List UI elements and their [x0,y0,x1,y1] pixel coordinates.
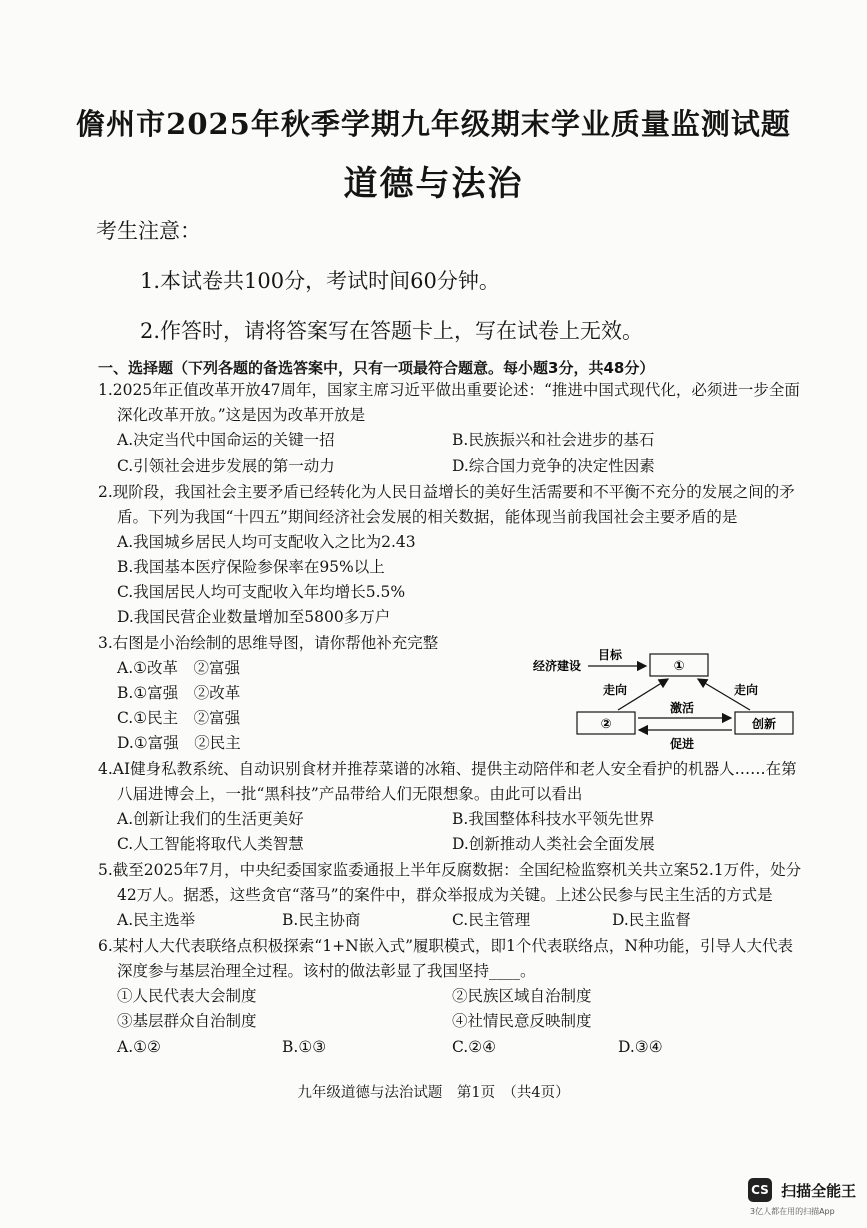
question-5-stem-cont: 42万人。据悉，这些贪官“落马”的案件中，群众举报成为关键。上述公民参与民主生活的方式是 [117,886,773,904]
question-1-option-a: A.决定当代中国命运的关键一招 [117,431,335,449]
question-5-option-c: C.民主管理 [452,911,531,929]
question-1-stem-cont: 深化改革开放。”这是因为改革开放是 [117,406,366,424]
label-toward-right: 走向 [734,683,759,697]
question-4-option-d: D.创新推动人类社会全面发展 [452,835,655,853]
question-6-item-3: ③基层群众自治制度 [117,1012,257,1030]
question-6-item-1: ①人民代表大会制度 [117,987,257,1005]
box-innovate-label: 创新 [751,717,777,731]
question-5-option-d: D.民主监督 [612,911,691,929]
question-3-option-b: B.①富强 ②改革 [117,684,241,702]
box-1-label: ① [673,659,685,674]
camscanner-logo-icon: CS [748,1178,772,1202]
question-2-option-a: A.我国城乡居民人均可支配收入之比为2.43 [117,533,416,551]
question-2-option-b: B.我国基本医疗保险参保率在95%以上 [117,558,385,576]
question-6-option-d: D.③④ [618,1038,663,1056]
notice-heading: 考生注意： [96,219,201,243]
question-2-stem-cont: 盾。下列为我国“十四五”期间经济社会发展的相关数据，能体现当前我国社会主要矛盾的是 [117,508,738,526]
scanner-tagline: 3亿人都在用的扫描App [750,1207,835,1216]
question-2-stem: 2.现阶段，我国社会主要矛盾已经转化为人民日益增长的美好生活需要和不平衡不充分的发展之间的矛 [98,483,795,501]
question-5-stem: 5.截至2025年7月，中央纪委国家监委通报上半年反腐数据：全国纪检监察机关共立案52.1万件，处分 [98,861,802,879]
label-economy: 经济建设 [533,659,582,673]
notice-item: 2.作答时，请将答案写在答题卡上，写在试卷上无效。 [140,319,644,343]
question-6-item-4: ④社情民意反映制度 [452,1012,592,1030]
label-toward-left: 走向 [603,683,628,697]
question-4-stem-cont: 八届进博会上，一批“黑科技”产品带给人们无限想象。由此可以看出 [117,785,583,803]
question-4-option-b: B.我国整体科技水平领先世界 [452,810,655,828]
question-3-option-c: C.①民主 ②富强 [117,709,241,727]
question-6-option-a: A.①② [117,1038,161,1056]
question-1-option-d: D.综合国力竞争的决定性因素 [452,457,655,475]
question-4-option-a: A.创新让我们的生活更美好 [117,810,304,828]
question-3-option-a: A.①改革 ②富强 [117,659,241,677]
mind-map-diagram [530,642,810,757]
label-promote: 促进 [670,737,695,751]
question-3-stem: 3.右图是小治绘制的思维导图，请你帮他补充完整 [98,634,439,652]
question-1-option-b: B.民族振兴和社会进步的基石 [452,431,655,449]
question-5-option-a: A.民主选举 [117,911,196,929]
question-6-option-b: B.①③ [282,1038,327,1056]
notice-item: 1.本试卷共100分，考试时间60分钟。 [140,269,500,293]
exam-title: 儋州市2025年秋季学期九年级期末学业质量监测试题 [76,107,791,141]
question-5-option-b: B.民主协商 [282,911,361,929]
question-1-option-c: C.引领社会进步发展的第一动力 [117,457,335,475]
question-6-stem: 6.某村人大代表联络点积极探索“1+N嵌入式”履职模式，即1个代表联络点，N种功能，引导人大代表 [98,937,793,955]
scanner-watermark [748,1178,856,1202]
question-3-option-d: D.①富强 ②民主 [117,734,241,752]
question-1-stem: 1.2025年正值改革开放47周年，国家主席习近平做出重要论述：“推进中国式现代化，必须进一步全面 [98,381,800,399]
label-goal: 目标 [598,648,623,662]
question-6-item-2: ②民族区域自治制度 [452,987,592,1005]
section-heading: 一、选择题（下列各题的备选答案中，只有一项最符合题意。每小题3分，共48分） [98,359,655,377]
box-2-label: ② [600,717,612,732]
question-2-option-d: D.我国民营企业数量增加至5800多万户 [117,608,391,626]
question-4-stem: 4.AI健身私教系统、自动识别食材并推荐菜谱的冰箱、提供主动陪伴和老人安全看护的机器人……在第 [98,760,797,778]
question-6-option-c: C.②④ [452,1038,497,1056]
page-footer: 九年级道德与法治试题 第1页 （共4页） [297,1085,570,1101]
label-stimulate: 激活 [670,701,695,715]
question-4-option-c: C.人工智能将取代人类智慧 [117,835,304,853]
question-6-stem-cont: 深度参与基层治理全过程。该村的做法彰显了我国坚持____。 [117,962,536,980]
question-2-option-c: C.我国居民人均可支配收入年均增长5.5% [117,583,406,601]
scanner-app-name: 扫描全能王 [781,1181,857,1200]
subject-title: 道德与法治 [343,164,524,204]
